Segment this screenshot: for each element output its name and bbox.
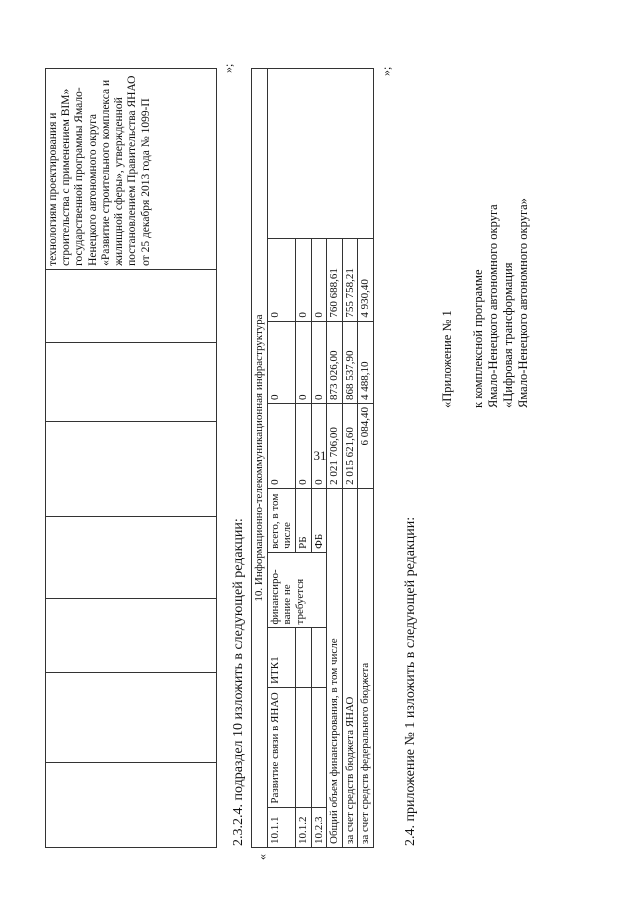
top-table-closing-quote: »; bbox=[221, 63, 235, 73]
row-value: 0 bbox=[267, 239, 295, 321]
total-value: 6 084,40 bbox=[358, 403, 374, 488]
row-value: 0 bbox=[267, 403, 295, 488]
total-label: за счет средств бюджета ЯНАО bbox=[342, 488, 358, 847]
row-source: всего, в том числе bbox=[267, 488, 295, 552]
row-number: 10.2.3 bbox=[311, 807, 327, 847]
total-value: 2 021 706,00 bbox=[327, 403, 343, 488]
top-table-cell bbox=[46, 343, 217, 422]
total-value: 4 488,10 bbox=[358, 321, 374, 403]
total-value: 755 758,21 bbox=[342, 239, 358, 321]
row-value: 0 bbox=[267, 321, 295, 403]
top-table-cell bbox=[46, 269, 217, 342]
top-table-cell bbox=[46, 672, 217, 762]
row-code: ИТК1 bbox=[267, 628, 295, 687]
row-value: 0 bbox=[311, 321, 327, 403]
row-name bbox=[311, 687, 327, 807]
infra-table-closing-quote: »; bbox=[379, 66, 393, 76]
top-table-cell bbox=[46, 422, 217, 516]
total-label: Общий объем финансирования, в том числе bbox=[327, 488, 343, 847]
total-value: 868 537,90 bbox=[342, 321, 358, 403]
row-value: 0 bbox=[295, 239, 311, 321]
row-code bbox=[311, 628, 327, 687]
top-table-cell bbox=[46, 763, 217, 848]
row-value: 0 bbox=[311, 239, 327, 321]
page-number: 31 bbox=[313, 448, 327, 463]
total-label: за счет средств федерального бюджета bbox=[358, 488, 374, 847]
row-code bbox=[295, 628, 311, 687]
row-value: 0 bbox=[295, 321, 311, 403]
total-value: 2 015 621,60 bbox=[342, 403, 358, 488]
table-row bbox=[46, 69, 217, 848]
top-table-cell bbox=[46, 599, 217, 672]
infra-table bbox=[251, 68, 374, 848]
row-name: Развитие связи в ЯНАО bbox=[267, 687, 295, 807]
section-heading-2: 2.4. приложение № 1 изложить в следующей редакции: bbox=[403, 516, 418, 846]
table-row bbox=[267, 69, 295, 848]
section-heading-1: 2.3.2.4. подраздел 10 изложить в следующей редакции: bbox=[231, 518, 246, 846]
row-financing: финансиро-вание не требуется bbox=[267, 552, 327, 628]
row-value: 0 bbox=[311, 403, 327, 488]
rotated-page-content bbox=[45, 58, 595, 860]
appendix-line: Ямало-Ненецкого автономного округа» bbox=[516, 198, 530, 408]
total-value: 760 688,61 bbox=[327, 239, 343, 321]
top-table-description: технологиям проектирования и строительства с применением BIM» государственной программы Ямало-Ненецкого автономного округа «Развитие строительного комплекса и жилищной сферы», утвержденной постановлением Правительства ЯНАО от 25 декабря 2013 года № 1099-П bbox=[46, 69, 217, 270]
row-number: 10.1.2 bbox=[295, 807, 311, 847]
row-number: 10.1.1 bbox=[267, 807, 295, 847]
total-value: 4 930,40 bbox=[358, 239, 374, 321]
row-name bbox=[295, 687, 311, 807]
row-value: 0 bbox=[295, 403, 311, 488]
appendix-title: «Приложение № 1 bbox=[440, 310, 454, 408]
appendix-line: «Цифровая трансформация bbox=[501, 262, 515, 408]
open-quote: « bbox=[255, 854, 269, 860]
top-table bbox=[45, 68, 217, 848]
appendix-line: к комплексной программе bbox=[471, 269, 485, 408]
infra-section-title: 10. Информационно-телекоммуникационная инфраструктура bbox=[252, 69, 268, 848]
appendix-line: Ямало-Ненецкого автономного округа bbox=[486, 204, 500, 408]
appendix-header bbox=[440, 198, 531, 408]
table-row bbox=[252, 69, 268, 848]
top-table-cell bbox=[46, 516, 217, 599]
row-source: РБ bbox=[295, 488, 311, 552]
row-source: ФБ bbox=[311, 488, 327, 552]
total-value: 873 026,00 bbox=[327, 321, 343, 403]
row-empty-tail bbox=[267, 69, 373, 239]
